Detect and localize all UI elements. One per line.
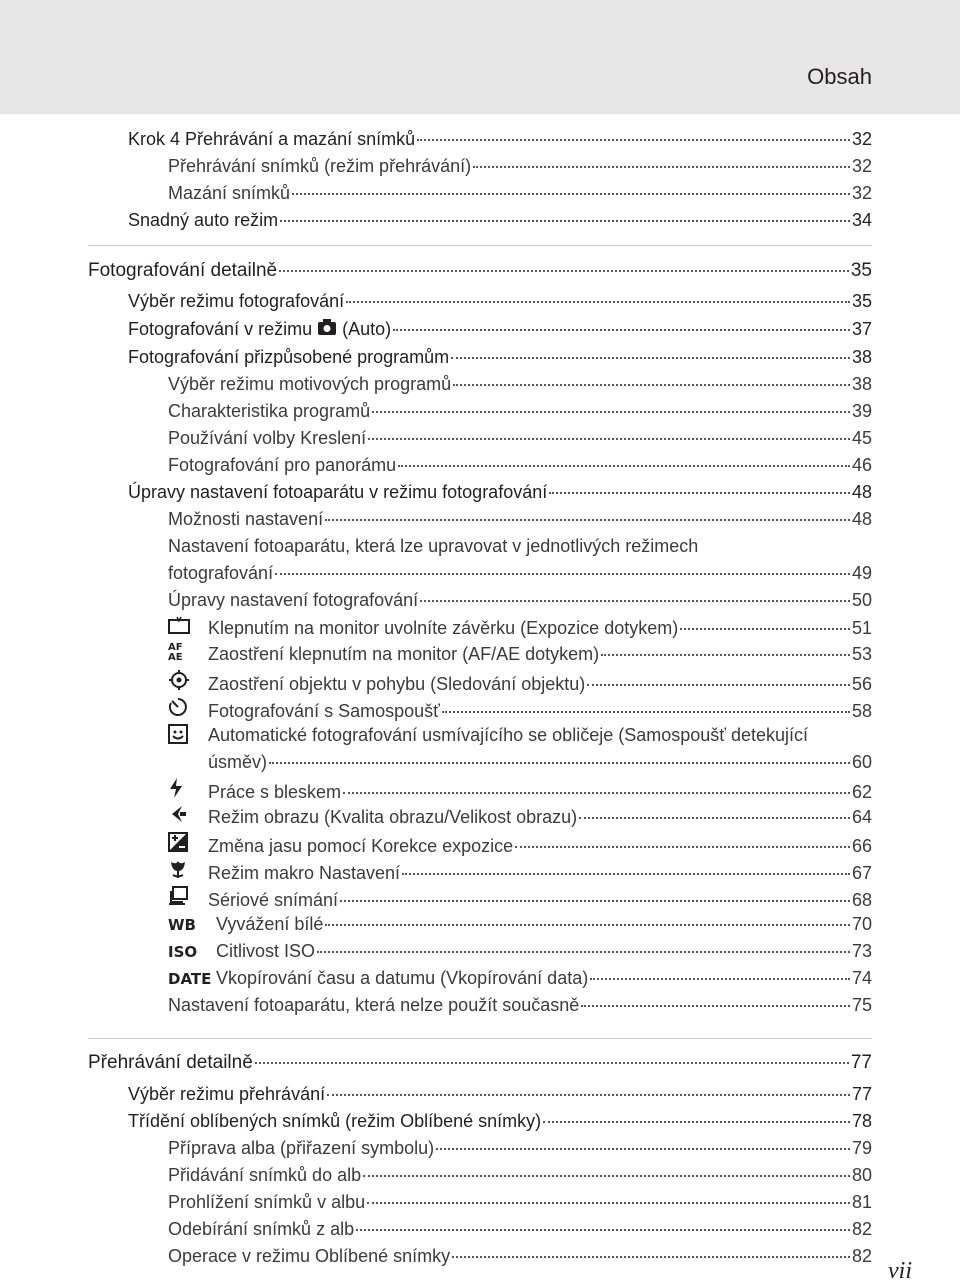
toc-page-number: 32: [851, 183, 872, 203]
dot-leader: [436, 1147, 850, 1150]
toc-entry-title: Používání volby Kreslení: [168, 428, 367, 448]
toc-page-number: 77: [851, 1084, 872, 1104]
toc-page-number: 49: [851, 563, 872, 583]
toc-page-number: 64: [851, 807, 872, 827]
toc-entry[interactable]: [168, 373, 872, 395]
dot-leader: [280, 219, 850, 222]
toc-entry[interactable]: [168, 940, 872, 963]
toc-entry-title: Fotografování v režimu: [128, 319, 313, 339]
toc-page-number: 74: [851, 968, 872, 988]
dot-leader: [367, 1201, 850, 1204]
dot-leader: [452, 1255, 850, 1258]
toc-page-number: 32: [851, 156, 872, 176]
toc-entry[interactable]: [168, 427, 872, 449]
toc-page-number: 56: [851, 674, 872, 694]
toc-entry[interactable]: [168, 886, 872, 912]
dot-leader: [269, 761, 850, 764]
toc-entry-title: Citlivost ISO: [216, 941, 316, 961]
toc-page-number: 70: [851, 914, 872, 934]
toc-page-number: 37: [851, 319, 872, 339]
toc-entry-title: Prohlížení snímků v albu: [168, 1192, 366, 1212]
toc-entry-title: Možnosti nastavení: [168, 509, 324, 529]
toc-page-number: 45: [851, 428, 872, 448]
toc-page-number: 39: [851, 401, 872, 421]
toc-entry-title: Režim makro Nastavení: [208, 863, 401, 883]
toc-entry[interactable]: [168, 778, 872, 804]
exposure-compensation-icon: [168, 832, 208, 858]
toc-entry[interactable]: [128, 209, 872, 231]
toc-entry-title: Vkopírování času a datumu (Vkopírování data): [216, 968, 589, 988]
toc-page-number: 48: [851, 482, 872, 502]
self-timer-icon: [168, 697, 208, 723]
toc-page-number: 80: [851, 1165, 872, 1185]
toc-entry[interactable]: [168, 697, 872, 723]
toc-entry-title-line1: Automatické fotografování usmívajícího se obličeje (Samospoušť detekující: [208, 725, 809, 745]
page-title: Obsah: [807, 64, 872, 89]
toc-entry-title: Krok 4 Přehrávání a mazání snímků: [128, 129, 416, 149]
touch-af-icon: AF AE: [168, 642, 183, 663]
toc-entry[interactable]: [168, 967, 872, 990]
toc-page-number: 60: [851, 752, 872, 772]
dot-leader: [543, 1120, 850, 1123]
toc-page-number: 78: [851, 1111, 872, 1131]
toc-entry[interactable]: [128, 1083, 872, 1105]
dot-leader: [368, 437, 850, 440]
toc-entry-title: Snadný auto režim: [128, 210, 279, 230]
toc-entry-title: Změna jasu pomocí Korekce expozice: [208, 836, 514, 856]
dot-leader: [346, 300, 850, 303]
dot-leader: [279, 269, 849, 272]
toc-entry-title: Mazání snímků: [168, 183, 291, 203]
toc-page-number: 66: [851, 836, 872, 856]
toc-entry[interactable]: [128, 1110, 872, 1132]
subject-tracking-icon: [168, 670, 208, 696]
dot-leader: [340, 899, 850, 902]
toc-page-number: 35: [851, 291, 872, 311]
toc-entry-title: Zaostření objektu v pohybu (Sledování objektu): [208, 674, 586, 694]
toc-page-number: 32: [851, 129, 872, 149]
dot-leader: [372, 410, 850, 413]
toc-entry[interactable]: [168, 670, 872, 696]
toc-entry-title-line1: Nastavení fotoaparátu, která lze upravovat v jednotlivých režimech: [168, 536, 699, 556]
toc-entry-title: Úpravy nastavení fotografování: [168, 590, 419, 610]
toc-entry-title: Sériové snímání: [208, 890, 339, 910]
dot-leader: [590, 977, 850, 980]
toc-entry[interactable]: [168, 400, 872, 422]
toc-entry[interactable]: [168, 643, 872, 665]
toc-entry[interactable]: [168, 589, 872, 611]
toc-entry[interactable]: [168, 832, 872, 858]
toc-entry-title: Klepnutím na monitor uvolníte závěrku (Expozice dotykem): [208, 618, 679, 638]
dot-leader: [402, 872, 850, 875]
toc-entry-title: Přehrávání detailně: [88, 1052, 253, 1073]
toc-entry-title: Třídění oblíbených snímků (režim Oblíbené snímky): [128, 1111, 542, 1131]
toc-entry-title: Práce s bleskem: [208, 782, 342, 802]
header-band: [0, 0, 960, 114]
dot-leader: [417, 138, 850, 141]
dot-leader: [327, 1093, 850, 1096]
dot-leader: [579, 816, 850, 819]
toc-entry-title: Fotografování pro panorámu: [168, 455, 397, 475]
toc-page-number: 58: [851, 701, 872, 721]
toc-entry[interactable]: [168, 1245, 872, 1267]
toc-page-number: 79: [851, 1138, 872, 1158]
toc-entry[interactable]: [168, 994, 872, 1016]
toc-entry[interactable]: [168, 805, 872, 829]
toc-entry[interactable]: [128, 290, 872, 312]
toc-entry[interactable]: [168, 182, 872, 204]
dot-leader: [680, 627, 850, 630]
toc-page-number: 53: [851, 644, 872, 664]
toc-entry[interactable]: [168, 859, 872, 885]
section-divider: [88, 245, 872, 246]
wb-icon: WB: [168, 916, 196, 934]
toc-entry-title: Příprava alba (přiřazení symbolu): [168, 1138, 435, 1158]
toc-page-number: 35: [850, 260, 872, 281]
toc-page-number: 62: [851, 782, 872, 802]
toc-entry-title: fotografování: [168, 563, 274, 583]
dot-leader: [356, 1228, 850, 1231]
dot-leader: [453, 383, 850, 386]
toc-entry-title: Výběr režimu přehrávání: [128, 1084, 326, 1104]
dot-leader: [317, 950, 850, 953]
toc-page-number: 75: [851, 995, 872, 1015]
toc-page-number: 67: [851, 863, 872, 883]
toc-page-number: 68: [851, 890, 872, 910]
dot-leader: [275, 572, 850, 575]
toc-entry[interactable]: [128, 481, 872, 503]
flash-icon: [168, 778, 208, 804]
toc-page-number: 82: [851, 1246, 872, 1266]
macro-icon: [168, 859, 208, 885]
smile-timer-icon: [168, 724, 188, 749]
section-divider: [88, 1038, 872, 1039]
toc-entry[interactable]: [128, 318, 872, 340]
dot-leader: [451, 356, 850, 359]
dot-leader: [515, 845, 850, 848]
toc-entry-title: Výběr režimu fotografování: [128, 291, 345, 311]
toc-entry-title: Přehrávání snímků (režim přehrávání): [168, 156, 472, 176]
toc-entry[interactable]: [168, 454, 872, 476]
toc-page-number: 38: [851, 347, 872, 367]
toc-chapter[interactable]: [88, 1052, 872, 1074]
toc-entry-title: Charakteristika programů: [168, 401, 371, 421]
dot-leader: [581, 1004, 850, 1007]
toc-entry[interactable]: [168, 1137, 872, 1159]
toc-entry[interactable]: [168, 508, 872, 530]
toc-entry[interactable]: [168, 1164, 872, 1186]
dot-leader: [292, 192, 850, 195]
toc-entry-title: Nastavení fotoaparátu, která nelze použít současně: [168, 995, 580, 1015]
toc-entry[interactable]: [128, 128, 872, 150]
touch-shutter-icon: [168, 616, 208, 640]
dot-leader: [398, 464, 850, 467]
toc-entry-title: Úpravy nastavení fotoaparátu v režimu fotografování: [128, 482, 548, 502]
dot-leader: [601, 653, 850, 656]
iso-icon: ISO: [168, 943, 198, 961]
date-icon: DATE: [168, 970, 212, 988]
dot-leader: [420, 599, 850, 602]
toc-page-number: 82: [851, 1219, 872, 1239]
toc-entry-title: Zaostření klepnutím na monitor (AF/AE dotykem): [208, 644, 600, 664]
dot-leader: [255, 1061, 849, 1064]
continuous-icon: [168, 886, 208, 912]
toc-page-number: 46: [851, 455, 872, 475]
toc-page-number: 81: [851, 1192, 872, 1212]
toc-page-number: 34: [851, 210, 872, 230]
page-number: vii: [888, 1258, 912, 1284]
dot-leader: [442, 710, 850, 713]
toc-entry-title: úsměv): [208, 752, 268, 772]
dot-leader: [549, 491, 850, 494]
toc-entry[interactable]: [128, 346, 872, 368]
toc-entry-title: Operace v režimu Oblíbené snímky: [168, 1246, 451, 1266]
toc-page-number: 77: [850, 1052, 872, 1073]
toc-entry[interactable]: [168, 562, 872, 584]
dot-leader: [393, 328, 850, 331]
dot-leader: [473, 165, 850, 168]
dot-leader: [587, 683, 850, 686]
toc-page-number: 50: [851, 590, 872, 610]
toc-entry[interactable]: [208, 751, 872, 773]
toc-entry[interactable]: [168, 155, 872, 177]
toc-entry-title: Odebírání snímků z alb: [168, 1219, 355, 1239]
toc-entry-title: Režim obrazu (Kvalita obrazu/Velikost obrazu): [208, 807, 578, 827]
toc-page-number: 38: [851, 374, 872, 394]
toc-entry[interactable]: [168, 1218, 872, 1240]
toc-entry-title: Vyvážení bílé: [216, 914, 324, 934]
toc-entry-title: Fotografování přizpůsobené programům: [128, 347, 450, 367]
toc-entry[interactable]: [168, 913, 872, 936]
dot-leader: [343, 791, 850, 794]
toc-page-number: 48: [851, 509, 872, 529]
toc-entry-title: Fotografování s Samospoušť: [208, 701, 440, 721]
toc-entry[interactable]: [168, 1191, 872, 1213]
toc-page-number: 73: [851, 941, 872, 961]
toc-entry-title: Přidávání snímků do alb: [168, 1165, 362, 1185]
dot-leader: [363, 1174, 850, 1177]
toc-chapter[interactable]: [88, 260, 872, 282]
toc-entry-suffix: (Auto): [342, 319, 392, 339]
toc-page-number: 51: [851, 618, 872, 638]
dot-leader: [325, 518, 850, 521]
toc-entry-title: Fotografování detailně: [88, 260, 278, 281]
camera-icon: [318, 318, 336, 340]
toc-entry-title: Výběr režimu motivových programů: [168, 374, 452, 394]
dot-leader: [325, 923, 850, 926]
toc-entry[interactable]: [168, 616, 872, 640]
image-mode-icon: [168, 805, 208, 829]
